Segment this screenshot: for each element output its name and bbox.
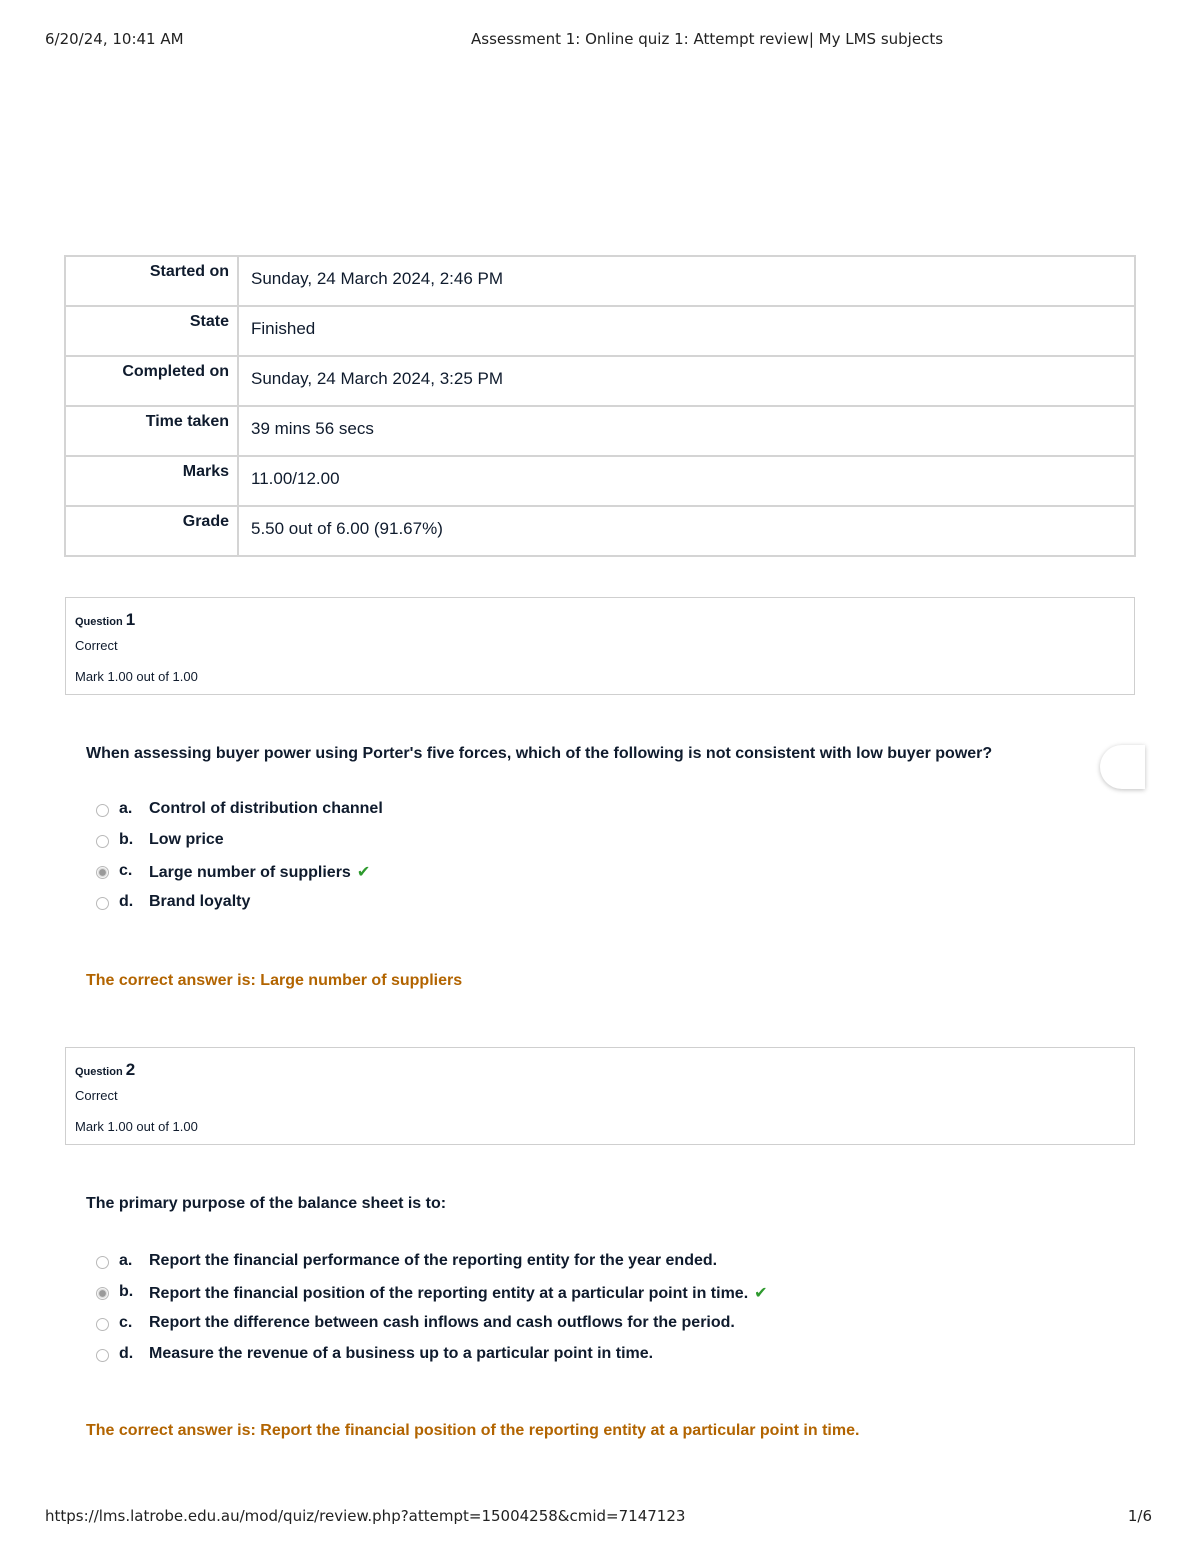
summary-value: Sunday, 24 March 2024, 2:46 PM (238, 256, 1135, 306)
summary-label: Started on (65, 256, 238, 306)
summary-row (65, 306, 1135, 356)
answer-letter: a. (119, 1252, 133, 1269)
summary-label: Grade (65, 506, 238, 556)
answer-text: Control of distribution channel (149, 800, 383, 817)
summary-value: Sunday, 24 March 2024, 3:25 PM (238, 356, 1135, 406)
summary-label: State (65, 306, 238, 356)
right-answer-1: The correct answer is: Large number of suppliers (86, 972, 463, 989)
radio-checked-icon[interactable] (96, 1287, 109, 1300)
answer-text-wrapper (149, 1283, 768, 1303)
right-answer-2: The correct answer is: Report the financial position of the reporting entity at a particular point in time. (86, 1422, 860, 1439)
answer-letter: a. (119, 800, 133, 817)
drawer-toggle[interactable] (1100, 745, 1145, 789)
check-icon: ✔ (754, 1285, 768, 1302)
answer-text: Report the difference between cash inflows and cash outflows for the period. (149, 1314, 735, 1331)
print-footer (0, 1507, 1200, 1527)
summary-value: Finished (238, 306, 1135, 356)
radio-icon[interactable] (96, 897, 109, 910)
question-info-1 (65, 597, 1135, 695)
question-text-2: The primary purpose of the balance sheet is to: (86, 1195, 447, 1212)
summary-row (65, 356, 1135, 406)
summary-row (65, 506, 1135, 556)
summary-label: Completed on (65, 356, 238, 406)
summary-value: 39 mins 56 secs (238, 406, 1135, 456)
answer-text: Report the financial performance of the reporting entity for the year ended. (149, 1252, 718, 1269)
question-number (75, 1060, 135, 1080)
summary-value: 5.50 out of 6.00 (91.67%) (238, 506, 1135, 556)
question-prefix: Question (75, 616, 123, 628)
question-state: Correct (75, 1088, 118, 1103)
print-datetime: 6/20/24, 10:41 AM (45, 30, 184, 48)
answer-text: Large number of suppliers (149, 864, 351, 881)
answer-text: Low price (149, 831, 224, 848)
answer-letter: b. (119, 1283, 134, 1300)
summary-row (65, 456, 1135, 506)
answer-text: Brand loyalty (149, 893, 251, 910)
answer-text-wrapper (149, 862, 370, 882)
question-state: Correct (75, 638, 118, 653)
question-number (75, 610, 135, 630)
answer-text: Measure the revenue of a business up to a particular point in time. (149, 1345, 654, 1362)
answer-letter: b. (119, 831, 134, 848)
summary-label: Time taken (65, 406, 238, 456)
answer-letter: d. (119, 893, 134, 910)
radio-icon[interactable] (96, 1256, 109, 1269)
print-url: https://lms.latrobe.edu.au/mod/quiz/review.php?attempt=15004258&cmid=7147123 (45, 1507, 686, 1525)
radio-icon[interactable] (96, 835, 109, 848)
check-icon: ✔ (356, 864, 371, 881)
question-number-value: 1 (125, 610, 136, 629)
print-header (0, 30, 1200, 50)
radio-icon[interactable] (96, 1349, 109, 1362)
question-mark: Mark 1.00 out of 1.00 (75, 1119, 198, 1134)
question-info-2 (65, 1047, 1135, 1145)
print-page-title: Assessment 1: Online quiz 1: Attempt review| My LMS subjects (471, 30, 944, 48)
answer-letter: c. (119, 862, 133, 879)
question-prefix: Question (75, 1066, 123, 1078)
answer-letter: d. (119, 1345, 134, 1362)
question-number-value: 2 (125, 1060, 136, 1079)
radio-checked-icon[interactable] (96, 866, 109, 879)
summary-row (65, 406, 1135, 456)
summary-label: Marks (65, 456, 238, 506)
radio-icon[interactable] (96, 1318, 109, 1331)
answer-text: Report the financial position of the reporting entity at a particular point in time. (149, 1285, 749, 1302)
radio-icon[interactable] (96, 804, 109, 817)
question-text-1: When assessing buyer power using Porter's five forces, which of the following is not consistent with low buyer power? (86, 745, 993, 762)
summary-value: 11.00/12.00 (238, 456, 1135, 506)
attempt-summary-table (64, 255, 1136, 557)
question-mark: Mark 1.00 out of 1.00 (75, 669, 198, 684)
print-page-number: 1/6 (1127, 1507, 1152, 1525)
answer-letter: c. (119, 1314, 133, 1331)
summary-row (65, 256, 1135, 306)
